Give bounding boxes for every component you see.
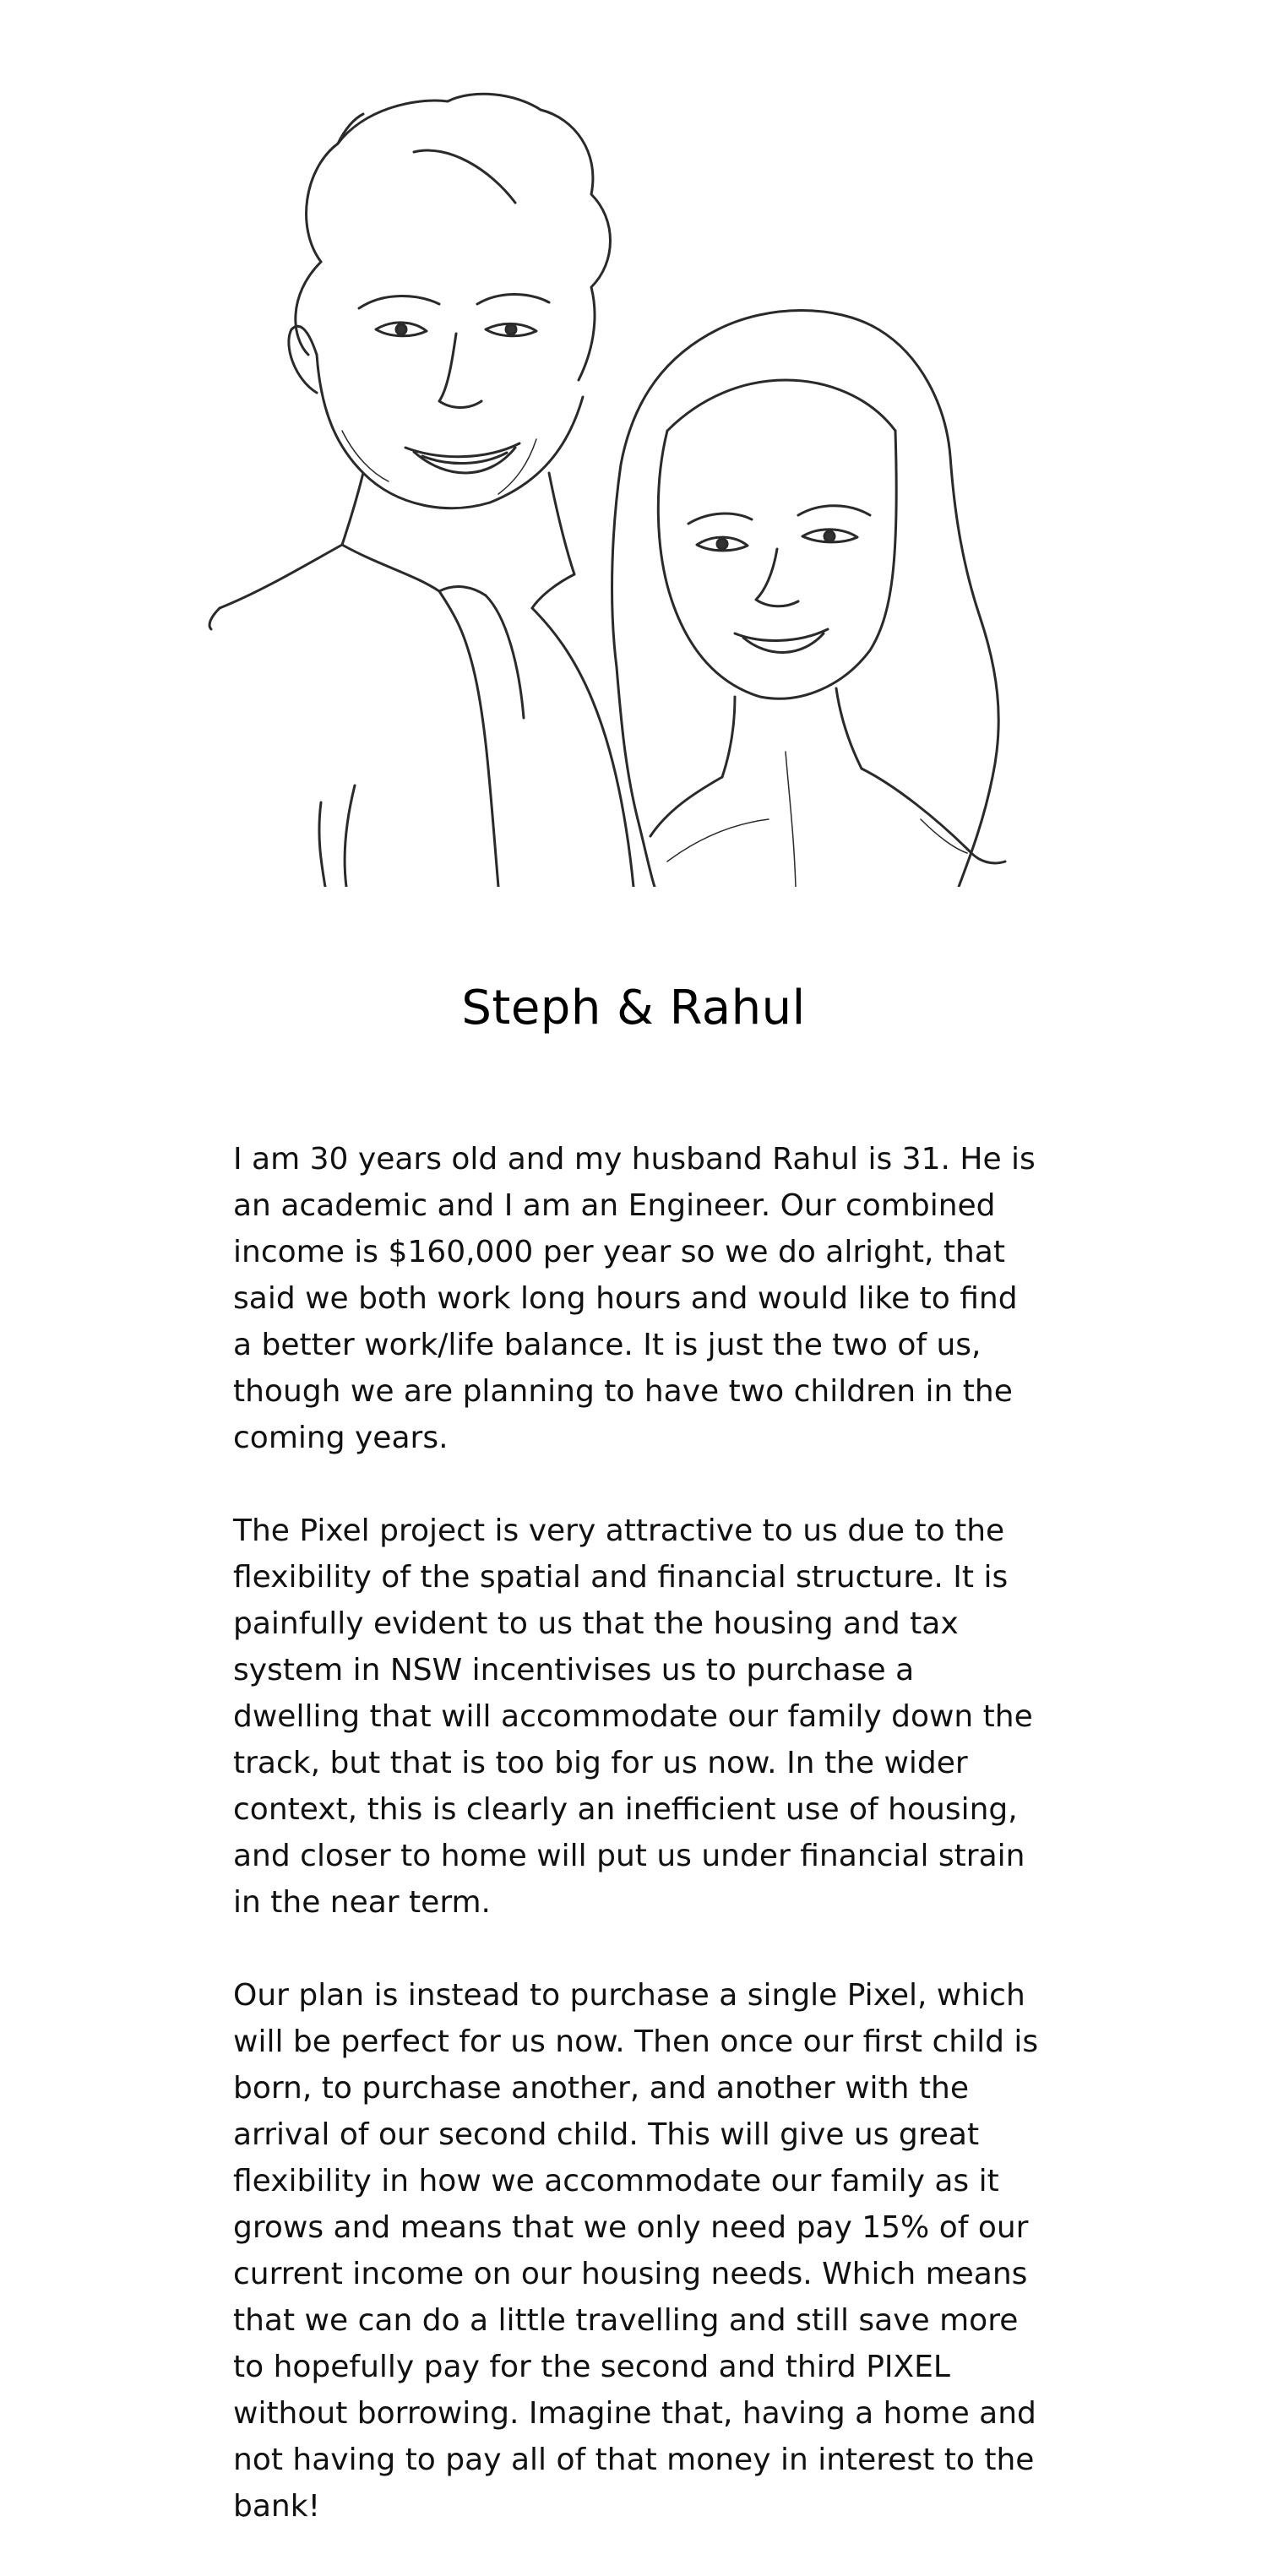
story-paragraph-1: I am 30 years old and my husband Rahul is 31. He is an academic and I am an Engineer. Our combined income is $160,000 per year so we do alright, that said we both work long hours and would like to find a better work/life balance. It is just the two of us, though we are planning to have two children in the coming years. [233, 1142, 1036, 1455]
story-text [233, 1136, 1044, 2576]
page-title: Steph & Rahul [461, 981, 806, 1035]
couple-portrait-illustration [194, 76, 1056, 887]
story-paragraph-2: The Pixel project is very attractive to us due to the flexibility of the spatial and financial structure. It is painfully evident to us that the housing and tax system in NSW incentivises us to purchase a dwelling that will accommodate our family down the track, but that is too big for us now. In the wider context, this is clearly an inefficient use of housing, and closer to home will put us under financial strain in the near term. [233, 1514, 1033, 1920]
story-paragraph-3: Our plan is instead to purchase a single Pixel, which will be perfect for us now. Then once our first child is born, to purchase another, and another with the arrival of our second child. This will give us great flexibility in how we accommodate our family as it grows and means that we only need pay 15% of our current income on our housing needs. Which means that we can do a little travelling and still save more to hopefully pay for the second and third PIXEL without borrowing. Imagine that, having a home and not having to pay all of that money in interest to the bank! [233, 1978, 1039, 2524]
